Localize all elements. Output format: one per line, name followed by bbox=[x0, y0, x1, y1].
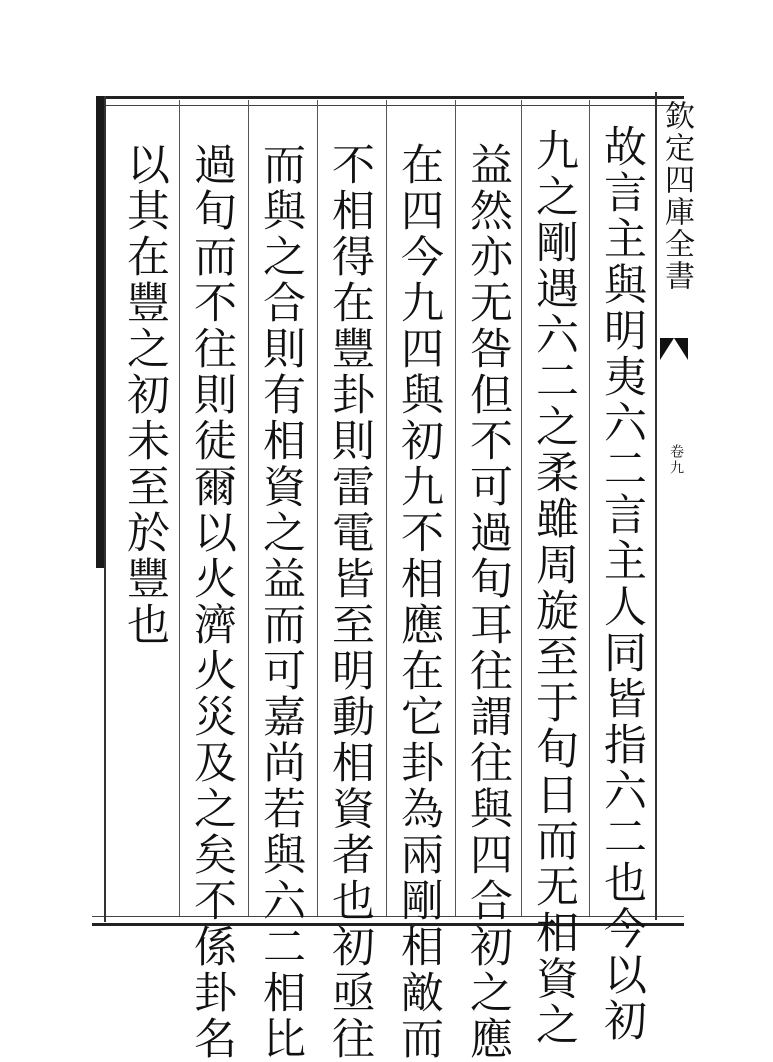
column-rule bbox=[317, 100, 318, 916]
text-column-5: 不相得在豐卦則雷電皆至明動相資者也初亟往 bbox=[325, 142, 375, 1062]
column-rule bbox=[248, 100, 249, 916]
frame-right-border bbox=[655, 92, 657, 920]
text-column-8: 以其在豐之初未至於豐也 bbox=[120, 142, 170, 648]
text-column-2: 九之剛遇六二之柔雖周旋至于旬日而无相資之 bbox=[529, 128, 579, 1048]
text-column-4: 在四今九四與初九不相應在它卦為兩剛相敵而 bbox=[394, 142, 444, 1062]
text-column-3: 益然亦无咎但不可過旬耳往謂往與四合初之應 bbox=[463, 142, 513, 1062]
column-rule bbox=[179, 100, 180, 916]
frame-bottom-border bbox=[92, 916, 684, 926]
frame-left-thin-border bbox=[104, 96, 106, 922]
book-title: 欽定四庫全書 bbox=[659, 100, 694, 292]
frame-top-border bbox=[96, 96, 684, 106]
text-column-6: 而與之合則有相資之益而可嘉尚若與六二相比 bbox=[256, 142, 306, 1062]
column-rule bbox=[455, 100, 456, 916]
column-rule bbox=[589, 100, 590, 916]
text-column-1: 故言主與明夷六二言主人同皆指六二也今以初 bbox=[597, 124, 647, 1044]
column-rule bbox=[521, 100, 522, 916]
text-column-7: 過旬而不往則徒爾以火濟火災及之矣不係卦名 bbox=[187, 142, 237, 1062]
fish-tail-mark bbox=[660, 338, 688, 360]
column-rule bbox=[386, 100, 387, 916]
fold-label: 卷九 bbox=[668, 444, 684, 476]
